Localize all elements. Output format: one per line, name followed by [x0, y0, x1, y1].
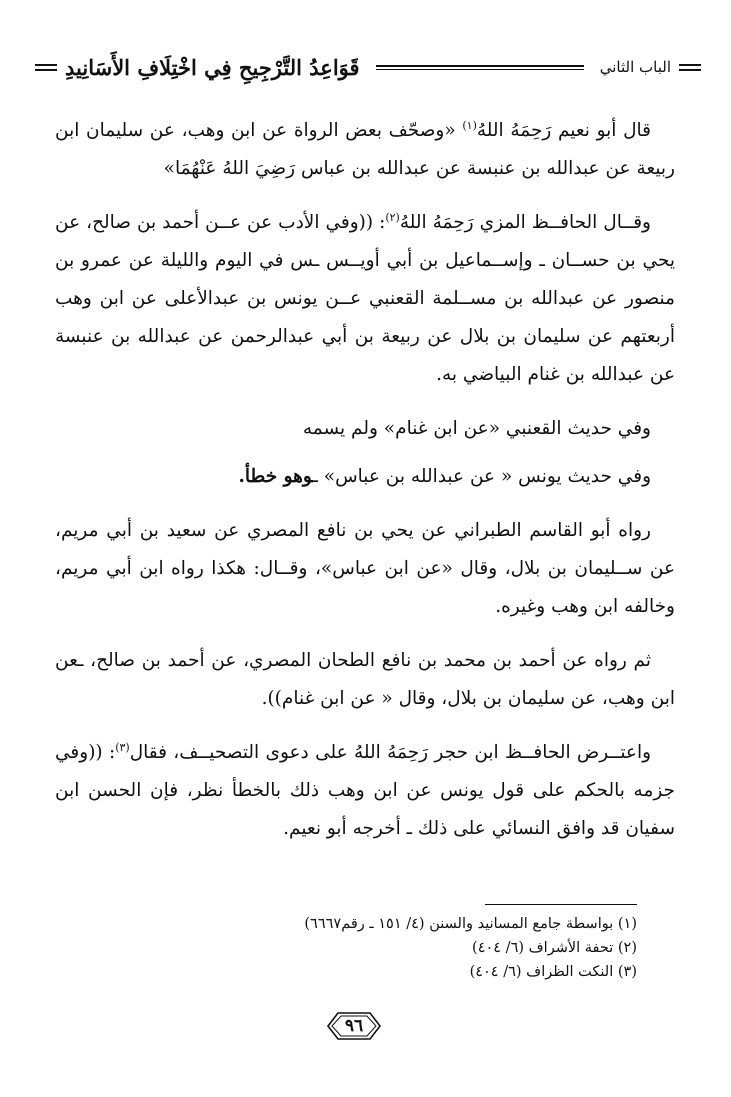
- footnote-3: (٣) النكت الظراف (٦/ ٤٠٤): [469, 964, 637, 980]
- paragraph-7: [55, 734, 675, 848]
- footnote-ref-3: (٣): [115, 740, 130, 754]
- p1-text-a: قال أبو نعيم: [551, 120, 651, 141]
- paragraph-5: رواه أبو القاسم الطبراني عن يحي بن نافع المصري عن سعيد بن أبي مريم، عن ســليمان بن بلال، وقال «عن ابن عباس»، وقــال: هكذا رواه ابن أبي مريم، وخالفه ابن وهب وغيره.: [55, 520, 675, 617]
- p7-text-a: واعتــرض الحافــظ ابن حجر: [428, 742, 652, 763]
- paragraph-3: وفي حديث القعنبي «عن ابن غنام» ولم يسمه: [302, 418, 651, 439]
- chapter-label: الباب الثاني: [599, 58, 671, 76]
- p1-text-b: «وصحّف بعض الرواة عن ابن وهب، عن سليمان ابن ربيعة عن عبدالله بن عنبسة عن عبدالله بن عباس: [55, 120, 675, 179]
- p7-text-b: على دعوى التصحيــف، فقال: [129, 742, 354, 763]
- paragraph-1: [55, 112, 675, 188]
- main-text: [55, 112, 675, 864]
- footnotes: [77, 912, 637, 984]
- p7-text-c: : ((وفي جزمه بالحكم على قول يونس عن ابن وهب ذلك بالخطأ نظر، فإن الحسن ابن سفيان قد وافق النسائي على ذلك ـ أخرجه أبو نعيم.: [55, 742, 675, 839]
- honorific: رَضِيَ اللهُ عَنْهُمَا: [174, 158, 296, 179]
- page-number-badge: [326, 1011, 382, 1041]
- p2-text-b: : ((وفي الأدب عن عــن أحمد بن صالح، عن يحي بن حســان ـ وإســماعيل بن أبي أويــس ـس في اليوم والليلة عن عمرو بن منصور عن عبدالله بن مســلمة القعنبي عــن يونس بن عبدالأعلى عن ابن وهب أربعتهم عن سليمان بن بلال عن ربيعة بن أبي عبدالرحمن عن عبدالله بن عنبسة عن عبدالله بن غنام البياضي به.: [55, 212, 675, 385]
- paragraph-4: [55, 458, 675, 496]
- footnote-ref-2: (٢): [385, 210, 400, 224]
- footnote-ref-1: (١): [462, 118, 477, 132]
- running-header: [35, 52, 701, 82]
- footnote-divider: [485, 904, 637, 905]
- honorific: رَحِمَهُ اللهُ: [399, 212, 474, 233]
- p1-text-c: »: [163, 158, 175, 179]
- p4-text: وفي حديث يونس « عن عبدالله بن عباس» ـ: [312, 466, 651, 487]
- header-rule: [376, 65, 584, 70]
- p4-bold-text: وهو خطأ.: [238, 466, 313, 487]
- header-ornament-left: [679, 64, 701, 71]
- honorific: رَحِمَهُ اللهُ: [354, 742, 429, 763]
- paragraph-2: [55, 204, 675, 394]
- header-ornament-right: [35, 64, 57, 71]
- page-number: ٩٦: [344, 1016, 364, 1036]
- p2-text-a: وقــال الحافــظ المزي: [473, 212, 651, 233]
- footnote-2: (٢) تحفة الأشراف (٦/ ٤٠٤): [472, 940, 637, 956]
- honorific: رَحِمَهُ اللهُ: [476, 120, 552, 141]
- book-title: قَوَاعِدُ التَّرْجِيحِ فِي اخْتِلَافِ الأَسَانِيدِ: [65, 54, 360, 80]
- footnote-1: (١) بواسطة جامع المسانيد والسنن (٤/ ١٥١ ـ رقم٦٦٦٧): [304, 916, 637, 932]
- paragraph-6: ثم رواه عن أحمد بن محمد بن نافع الطحان المصري، عن أحمد بن صالح، ـعن ابن وهب، عن سليمان بن بلال، وقال « عن ابن غنام)).: [55, 650, 675, 709]
